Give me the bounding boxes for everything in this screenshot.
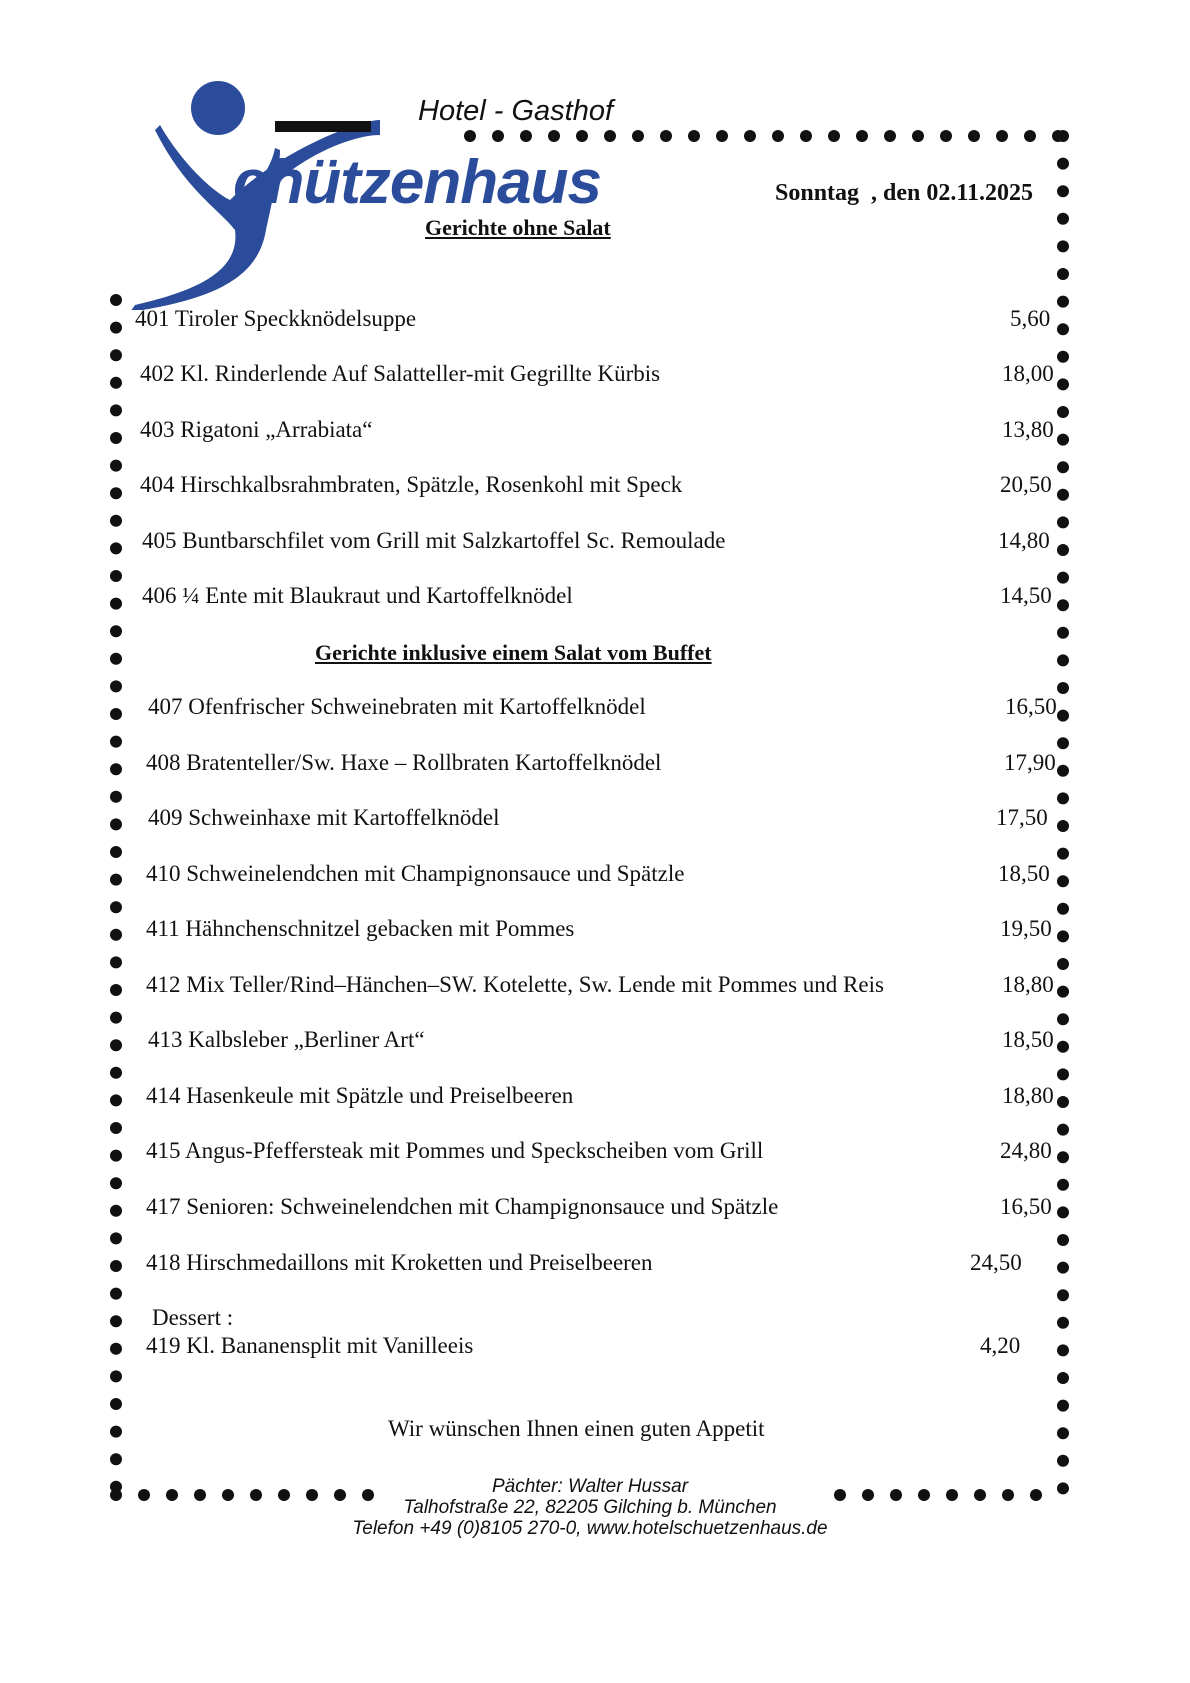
menu-item-410 [0, 861, 1190, 891]
border-dot [110, 736, 122, 748]
item-description: 413 Kalbsleber „Berliner Art“ [148, 1027, 425, 1052]
menu-item-403 [0, 417, 1190, 447]
item-description: 415 Angus-Pfeffersteak mit Pommes und Speckscheiben vom Grill [146, 1138, 764, 1163]
border-dot [1057, 1317, 1069, 1329]
border-dot [1057, 1372, 1069, 1384]
item-price: 17,50 [996, 805, 1048, 830]
border-dot [1057, 1455, 1069, 1467]
item-description: 401 Tiroler Speckknödelsuppe [135, 306, 417, 331]
item-description: 417 Senioren: Schweinelendchen mit Champignonsauce und Spätzle [146, 1194, 779, 1219]
border-dot [1057, 185, 1069, 197]
item-price: 17,90 [1004, 750, 1056, 775]
menu-item-409 [0, 805, 1190, 835]
border-dot [1057, 1289, 1069, 1301]
item-description: 408 Bratenteller/Sw. Haxe – Rollbraten Kartoffelknödel [146, 750, 662, 775]
item-description: 418 Hirschmedaillons mit Kroketten und Preiselbeeren [146, 1250, 653, 1275]
border-dot [1057, 1482, 1069, 1494]
border-dot [110, 1398, 122, 1410]
border-dot [110, 1453, 122, 1465]
section-title-with-salad: Gerichte inklusive einem Salat vom Buffet [315, 640, 712, 665]
item-price: 18,80 [1002, 972, 1054, 997]
border-dot [110, 294, 122, 306]
item-description: 402 Kl. Rinderlende Auf Salatteller-mit Gegrillte Kürbis [140, 361, 661, 386]
border-dot [1002, 1489, 1014, 1501]
item-price: 18,00 [1002, 361, 1054, 386]
footer-street: Talhofstraße 22, 82205 Gilching b. München [397, 1497, 782, 1518]
border-dot [716, 130, 728, 142]
border-dot [110, 460, 122, 472]
logo-wordmark: chützenhaus [233, 148, 601, 217]
border-dot [1057, 682, 1069, 694]
item-description: 407 Ofenfrischer Schweinebraten mit Kartoffelknödel [148, 694, 646, 719]
item-description: 412 Mix Teller/Rind–Hänchen–SW. Kotelette, Sw. Lende mit Pommes und Reis [146, 972, 884, 997]
item-description: 410 Schweinelendchen mit Champignonsauce und Spätzle [146, 861, 685, 886]
border-dot [1057, 572, 1069, 584]
border-dot [890, 1489, 902, 1501]
item-price: 19,50 [1000, 916, 1052, 941]
border-dot [1024, 130, 1036, 142]
menu-item-415 [0, 1138, 1190, 1168]
border-dot [166, 1489, 178, 1501]
border-dot [1057, 1400, 1069, 1412]
item-description: 409 Schweinhaxe mit Kartoffelknödel [148, 805, 500, 830]
border-dot [110, 1489, 122, 1501]
border-dot [222, 1489, 234, 1501]
border-dot [110, 1288, 122, 1300]
border-dot [856, 130, 868, 142]
item-price: 18,50 [1002, 1027, 1054, 1052]
border-dot [110, 349, 122, 361]
border-dot [278, 1489, 290, 1501]
menu-item-414 [0, 1083, 1190, 1113]
item-price: 16,50 [1005, 694, 1057, 719]
menu-item-404 [0, 472, 1190, 502]
border-dot [1057, 958, 1069, 970]
border-dot [1057, 848, 1069, 860]
border-dot [1057, 737, 1069, 749]
menu-item-408 [0, 750, 1190, 780]
border-dot [912, 130, 924, 142]
border-dot [1057, 1179, 1069, 1191]
border-dot [110, 1122, 122, 1134]
border-dot [1057, 268, 1069, 280]
border-dot [110, 1177, 122, 1189]
border-dot [1057, 516, 1069, 528]
border-dot [110, 570, 122, 582]
border-dot [110, 1370, 122, 1382]
closing-message: Wir wünschen Ihnen einen guten Appetit [388, 1416, 765, 1441]
border-dot [918, 1489, 930, 1501]
border-dot [110, 1232, 122, 1244]
item-description: 411 Hähnchenschnitzel gebacken mit Pommes [146, 916, 575, 941]
border-dot [250, 1489, 262, 1501]
border-dot [110, 791, 122, 803]
border-dot [110, 956, 122, 968]
border-dot [110, 680, 122, 692]
border-dot [996, 130, 1008, 142]
footer-address [300, 1476, 880, 1539]
menu-item-419 [0, 1333, 1190, 1363]
border-dot [1057, 654, 1069, 666]
border-dot [1057, 1124, 1069, 1136]
border-dot [110, 1426, 122, 1438]
section-title-no-salad: Gerichte ohne Salat [425, 215, 611, 240]
border-dot [110, 1012, 122, 1024]
item-price: 13,80 [1002, 417, 1054, 442]
border-dot [828, 130, 840, 142]
menu-item-413 [0, 1027, 1190, 1057]
footer-tenant: Pächter: Walter Hussar [486, 1476, 694, 1497]
border-dot [884, 130, 896, 142]
border-dot [110, 653, 122, 665]
border-dot [1057, 240, 1069, 252]
border-dot [110, 1315, 122, 1327]
item-price: 14,50 [1000, 583, 1052, 608]
item-description: 406 ¼ Ente mit Blaukraut und Kartoffelknödel [142, 583, 573, 608]
border-dot [138, 1489, 150, 1501]
item-description: 403 Rigatoni „Arrabiata“ [140, 417, 373, 442]
item-price: 18,80 [1002, 1083, 1054, 1108]
menu-date: Sonntag , den 02.11.2025 [775, 180, 1034, 206]
border-dot [110, 1067, 122, 1079]
hotel-gasthof-label: Hotel - Gasthof [418, 95, 614, 127]
border-dot [1030, 1489, 1042, 1501]
menu-item-407 [0, 694, 1190, 724]
border-dot [974, 1489, 986, 1501]
menu-item-411 [0, 916, 1190, 946]
border-dot [1057, 158, 1069, 170]
item-description: 414 Hasenkeule mit Spätzle und Preiselbeeren [146, 1083, 574, 1108]
border-dot [110, 846, 122, 858]
border-dot [772, 130, 784, 142]
item-price: 5,60 [1010, 306, 1051, 331]
footer-contact: Telefon +49 (0)8105 270-0, www.hotelschuetzenhaus.de [346, 1518, 833, 1539]
item-price: 16,50 [1000, 1194, 1052, 1219]
border-dot [194, 1489, 206, 1501]
border-dot [110, 515, 122, 527]
item-description: 404 Hirschkalbsrahmbraten, Spätzle, Rosenkohl mit Speck [140, 472, 683, 497]
item-description: 405 Buntbarschfilet vom Grill mit Salzkartoffel Sc. Remoulade [142, 528, 726, 553]
border-dot [660, 130, 672, 142]
menu-item-405 [0, 528, 1190, 558]
item-price: 24,80 [1000, 1138, 1052, 1163]
item-price: 4,20 [980, 1333, 1021, 1358]
item-description: 419 Kl. Bananensplit mit Vanilleeis [146, 1333, 474, 1358]
menu-item-402 [0, 361, 1190, 391]
menu-item-418 [0, 1250, 1190, 1280]
menu-item-401 [0, 306, 1190, 336]
item-price: 24,50 [970, 1250, 1022, 1275]
dessert-label: Dessert : [152, 1305, 234, 1330]
item-price: 18,50 [998, 861, 1050, 886]
border-dot [968, 130, 980, 142]
border-dot [110, 625, 122, 637]
border-dot [946, 1489, 958, 1501]
border-dot [1057, 1068, 1069, 1080]
border-dot [940, 130, 952, 142]
item-price: 14,80 [998, 528, 1050, 553]
menu-item-412 [0, 972, 1190, 1002]
border-dot [1057, 130, 1069, 142]
border-dot [1057, 627, 1069, 639]
border-dot [1057, 1234, 1069, 1246]
border-dot [1057, 903, 1069, 915]
border-dot [1057, 1427, 1069, 1439]
border-dot [800, 130, 812, 142]
menu-item-406 [0, 583, 1190, 613]
border-dot [110, 901, 122, 913]
border-dot [1057, 792, 1069, 804]
border-dot [1057, 213, 1069, 225]
menu-item-417 [0, 1194, 1190, 1224]
border-dot [110, 404, 122, 416]
border-dot [1057, 1013, 1069, 1025]
item-price: 20,50 [1000, 472, 1052, 497]
border-dot [744, 130, 756, 142]
border-dot [688, 130, 700, 142]
